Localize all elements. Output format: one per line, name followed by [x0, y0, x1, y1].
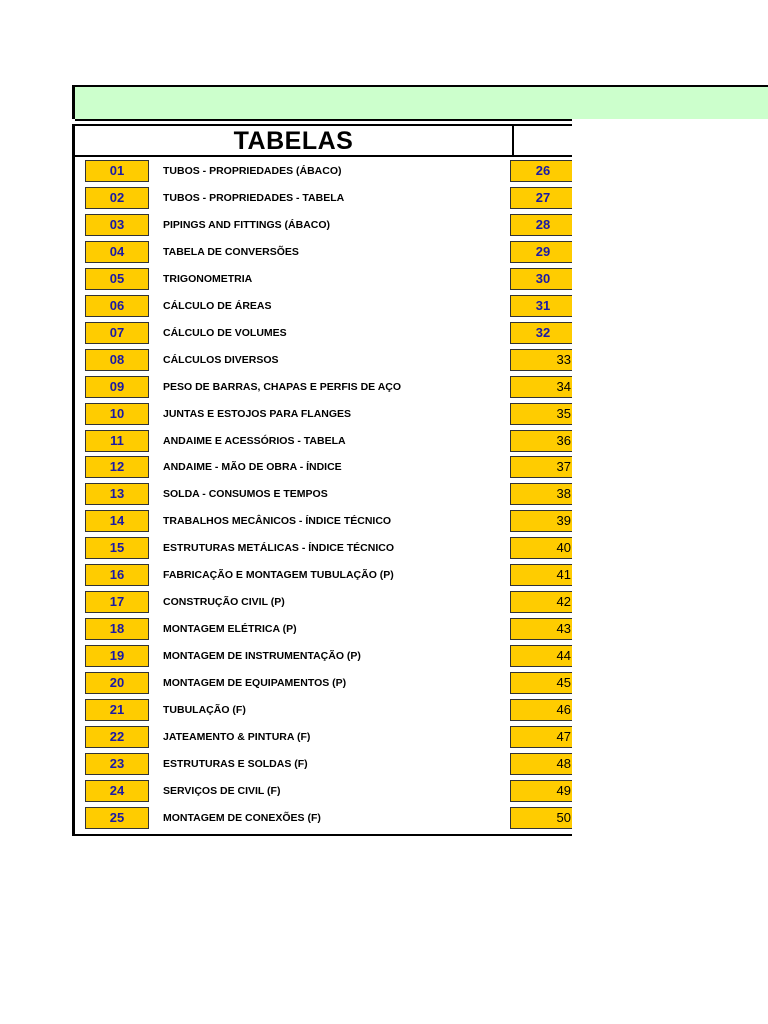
table-link-button-right[interactable]: 50 [510, 807, 572, 829]
table-link-button[interactable]: 13 [85, 483, 149, 505]
table-row [75, 591, 572, 613]
header-band [72, 85, 768, 119]
table-link-button-right[interactable]: 31 [510, 295, 572, 317]
table-link-button-right[interactable]: 40 [510, 537, 572, 559]
table-row [75, 780, 572, 802]
table-title-label: JUNTAS E ESTOJOS PARA FLANGES [163, 407, 352, 420]
table-row [75, 376, 572, 398]
table-title-label: CONSTRUÇÃO CIVIL (P) [163, 596, 285, 609]
table-row [75, 618, 572, 640]
table-title-label: TUBOS - PROPRIEDADES - TABELA [163, 191, 345, 204]
table-link-button-right[interactable]: 32 [510, 322, 572, 344]
table-row [75, 349, 572, 371]
table-title-label: TUBULAÇÃO (F) [163, 704, 246, 716]
table-row [75, 807, 572, 829]
table-link-button[interactable]: 12 [85, 456, 149, 478]
table-link-button[interactable]: 11 [85, 430, 149, 452]
table-link-button[interactable]: 21 [85, 699, 149, 721]
table-row [75, 672, 572, 694]
table-link-button-right[interactable]: 38 [510, 483, 572, 505]
table-row [75, 268, 572, 290]
table-title-label: JATEAMENTO & PINTURA (F) [163, 730, 311, 743]
table-row [75, 214, 572, 236]
table-title-label: MONTAGEM DE EQUIPAMENTOS (P) [163, 677, 347, 690]
table-row [75, 456, 572, 478]
table-link-button[interactable]: 22 [85, 726, 149, 748]
table-link-button[interactable]: 18 [85, 618, 149, 640]
table-title-label: CÁLCULO DE VOLUMES [163, 326, 287, 339]
table-link-button-right[interactable]: 39 [510, 510, 572, 532]
table-link-button[interactable]: 23 [85, 753, 149, 775]
header-band-divider [75, 119, 572, 121]
table-link-button-right[interactable]: 46 [510, 699, 572, 721]
table-row [75, 510, 572, 532]
table-link-button[interactable]: 25 [85, 807, 149, 829]
table-link-button-right[interactable]: 48 [510, 753, 572, 775]
table-row [75, 753, 572, 775]
table-link-button-right[interactable]: 44 [510, 645, 572, 667]
table-row [75, 726, 572, 748]
table-title-label: MONTAGEM ELÉTRICA (P) [163, 623, 297, 636]
table-link-button-right[interactable]: 49 [510, 780, 572, 802]
table-title-label: MONTAGEM DE CONEXÕES (F) [163, 811, 321, 824]
table-title-label: PIPINGS AND FITTINGS (ÁBACO) [163, 218, 331, 231]
table-row [75, 295, 572, 317]
table-link-button[interactable]: 02 [85, 187, 149, 209]
table-link-button[interactable]: 17 [85, 591, 149, 613]
table-title-label: CÁLCULOS DIVERSOS [163, 353, 279, 366]
table-title-label: PESO DE BARRAS, CHAPAS E PERFIS DE AÇO [163, 380, 402, 393]
table-link-button-right[interactable]: 33 [510, 349, 572, 371]
table-link-button[interactable]: 10 [85, 403, 149, 425]
table-row [75, 241, 572, 263]
table-title-label: TABELA DE CONVERSÕES [163, 245, 299, 258]
table-title-label: ANDAIME - MÃO DE OBRA - ÍNDICE [163, 461, 342, 474]
table-link-button[interactable]: 19 [85, 645, 149, 667]
table-link-button[interactable]: 03 [85, 214, 149, 236]
table-title-label: CÁLCULO DE ÁREAS [163, 299, 272, 312]
table-title-label: TRABALHOS MECÂNICOS - ÍNDICE TÉCNICO [163, 515, 392, 528]
table-title-label: SERVIÇOS DE CIVIL (F) [163, 784, 281, 797]
table-link-button-right[interactable]: 42 [510, 591, 572, 613]
table-title-label: FABRICAÇÃO E MONTAGEM TUBULAÇÃO (P) [163, 569, 394, 582]
table-link-button[interactable]: 24 [85, 780, 149, 802]
table-link-button-right[interactable]: 34 [510, 376, 572, 398]
table-link-button[interactable]: 01 [85, 160, 149, 182]
table-link-button-right[interactable]: 29 [510, 241, 572, 263]
title-row [75, 126, 572, 157]
table-link-button[interactable]: 05 [85, 268, 149, 290]
table-link-button-right[interactable]: 36 [510, 430, 572, 452]
table-link-button[interactable]: 09 [85, 376, 149, 398]
table-title-label: TUBOS - PROPRIEDADES (ÁBACO) [163, 165, 342, 177]
table-row [75, 537, 572, 559]
table-link-button-right[interactable]: 28 [510, 214, 572, 236]
table-title-label: ANDAIME E ACESSÓRIOS - TABELA [163, 434, 346, 447]
table-link-button-right[interactable]: 35 [510, 403, 572, 425]
table-row [75, 403, 572, 425]
table-row [75, 483, 572, 505]
table-link-button-right[interactable]: 41 [510, 564, 572, 586]
table-row [75, 430, 572, 452]
table-title-label: MONTAGEM DE INSTRUMENTAÇÃO (P) [163, 650, 361, 663]
table-row [75, 322, 572, 344]
table-title-label: TRIGONOMETRIA [163, 272, 253, 285]
table-title-label: ESTRUTURAS E SOLDAS (F) [163, 757, 308, 770]
table-link-button-right[interactable]: 45 [510, 672, 572, 694]
table-title-label: ESTRUTURAS METÁLICAS - ÍNDICE TÉCNICO [163, 542, 394, 555]
title-divider [512, 126, 514, 155]
table-link-button-right[interactable]: 47 [510, 726, 572, 748]
table-row [75, 160, 572, 182]
table-link-button-right[interactable]: 43 [510, 618, 572, 640]
table-link-button[interactable]: 14 [85, 510, 149, 532]
table-row [75, 187, 572, 209]
table-row [75, 699, 572, 721]
table-link-button-right[interactable]: 37 [510, 456, 572, 478]
table-link-button-right[interactable]: 27 [510, 187, 572, 209]
table-link-button[interactable]: 16 [85, 564, 149, 586]
table-title-label: SOLDA - CONSUMOS E TEMPOS [163, 488, 328, 501]
table-link-button-right[interactable]: 30 [510, 268, 572, 290]
page-title: TABELAS [233, 127, 354, 155]
table-link-button[interactable]: 15 [85, 537, 149, 559]
table-link-button[interactable]: 06 [85, 295, 149, 317]
table-link-button-right[interactable]: 26 [510, 160, 572, 182]
table-row [75, 564, 572, 586]
table-link-button[interactable]: 08 [85, 349, 149, 371]
table-row [75, 645, 572, 667]
tables-index-panel [72, 124, 572, 836]
table-link-button[interactable]: 07 [85, 322, 149, 344]
table-link-button[interactable]: 20 [85, 672, 149, 694]
table-link-button[interactable]: 04 [85, 241, 149, 263]
